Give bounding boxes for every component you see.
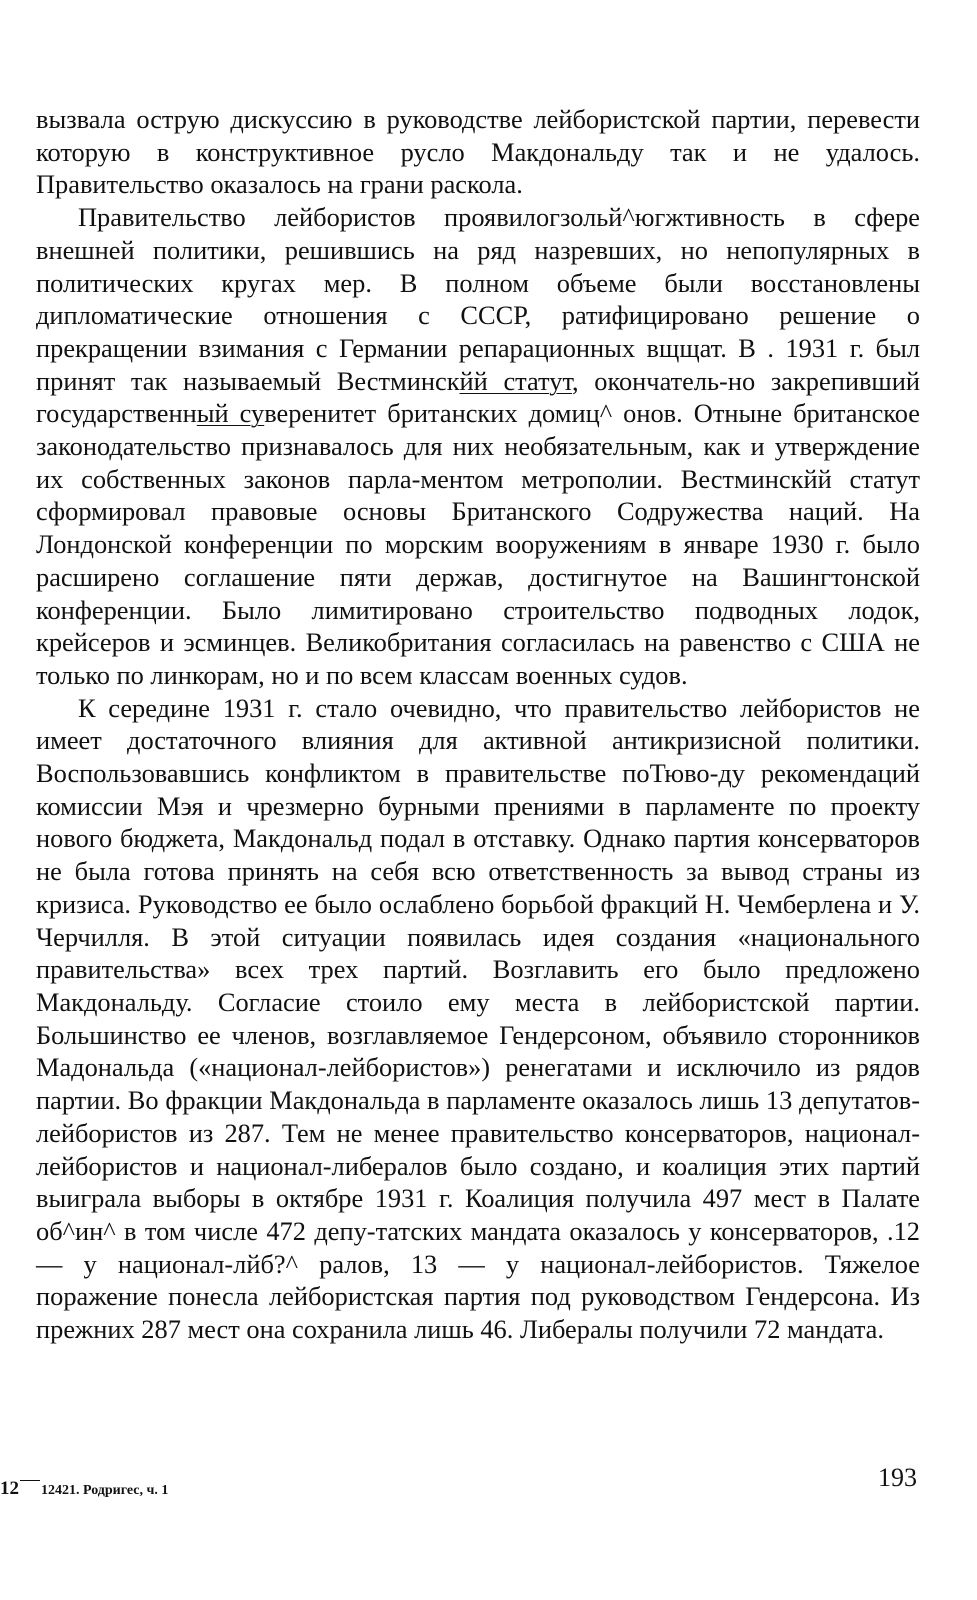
signature-dash xyxy=(20,1480,40,1481)
paragraph-2-part-5: веренитет британских домиц^ онов. Отныне британское законодательство признавалось для них необязательным, как и утверждение их собственных законов парла-ментом метрополии. Вестминскйй статут сформировал правовые основы Британского Содружества наций. На Лондонской конференции по морским вооружениям в январе 1930 г. было расширено соглашение пяти держав, достигнутое на Вашингтонской конференции. Было лимитировано строительство подводных лодок, крейсеров и эсминцев. Великобритания согласилась на равенство с США не только по линкорам, но и по всем классам военных судов. xyxy=(36,398,920,690)
printer-signature xyxy=(0,1478,168,1500)
paragraph-2-part-1: Правительство лейбористов проявилогзольй^югжтивность в сфере внешней политики, решившись на ряд назревших, но непопулярных в политических кругах мер. В полном объеме были восстановлены дипломатические отношения с СССР, ратифицировано решение о прекращении взимания с Германии репарационных вщщат. В . 1931 г. был принят так называемый Вестминск xyxy=(36,202,920,396)
main-text xyxy=(36,103,920,1346)
signature-info: 12421. Родригес, ч. 1 xyxy=(41,1483,169,1498)
paragraph-3: К середине 1931 г. стало очевидно, что правительство лейбористов не имеет достаточного влияния для активной антикризисной политики. Воспользовавшись конфликтом в правительстве поТюво-ду рекомендаций комиссии Мэя и чрезмерно бурными прениями в парламенте по проекту нового бюджета, Макдональд подал в отставку. Однако партия консерваторов не была готова принять на себя всю ответственность за вывод страны из кризиса. Руководство ее было ослаблено борьбой фракций Н. Чемберлена и У. Черчилля. В этой ситуации появилась идея создания «национального правительства» всех трех партий. Возглавить его было предложено Макдональду. Согласие стоило ему места в лейбористской партии. Большинство ее членов, возглавляемое Гендерсоном, объявило сторонников Мадональда («национал-лейбористов») ренегатами и исключило из рядов партии. Во фракции Макдональда в парламенте оказалось лишь 13 депутатов-лейбористов из 287. Тем не менее правительство консерваторов, национал-лейбористов и национал-либералов было создано, и коалиция этих партий выиграла выборы в октябре 1931 г. Коалиция получила 497 мест в Палате об^ин^ в том числе 472 депу-татских мандата оказалось у консерваторов, .12 — у национал-лйб?^ ралов, 13 — у национал-лейбористов. Тяжелое поражение понесла лейбористская партия под руководством Гендерсона. Из прежних 287 мест она сохранила лишь 46. Либералы получили 72 мандата. xyxy=(36,692,920,1345)
page-number: 193 xyxy=(878,1463,917,1492)
paragraph-2 xyxy=(36,201,920,692)
underlined-fragment-sovereignty: ый су xyxy=(196,398,265,429)
page-footer xyxy=(0,1460,977,1500)
underlined-fragment-statute: йй статут xyxy=(459,365,572,396)
paragraph-1: вызвала острую дискуссию в руководстве лейбористской партии, перевести которую в конструктивное русло Макдональду так и не удалось. Правительство оказалось на грани раскола. xyxy=(36,104,920,200)
signature-number: 12 xyxy=(0,1478,19,1499)
paragraph-2-part-3: , окончатель-но закрепивший государственн xyxy=(36,365,920,429)
